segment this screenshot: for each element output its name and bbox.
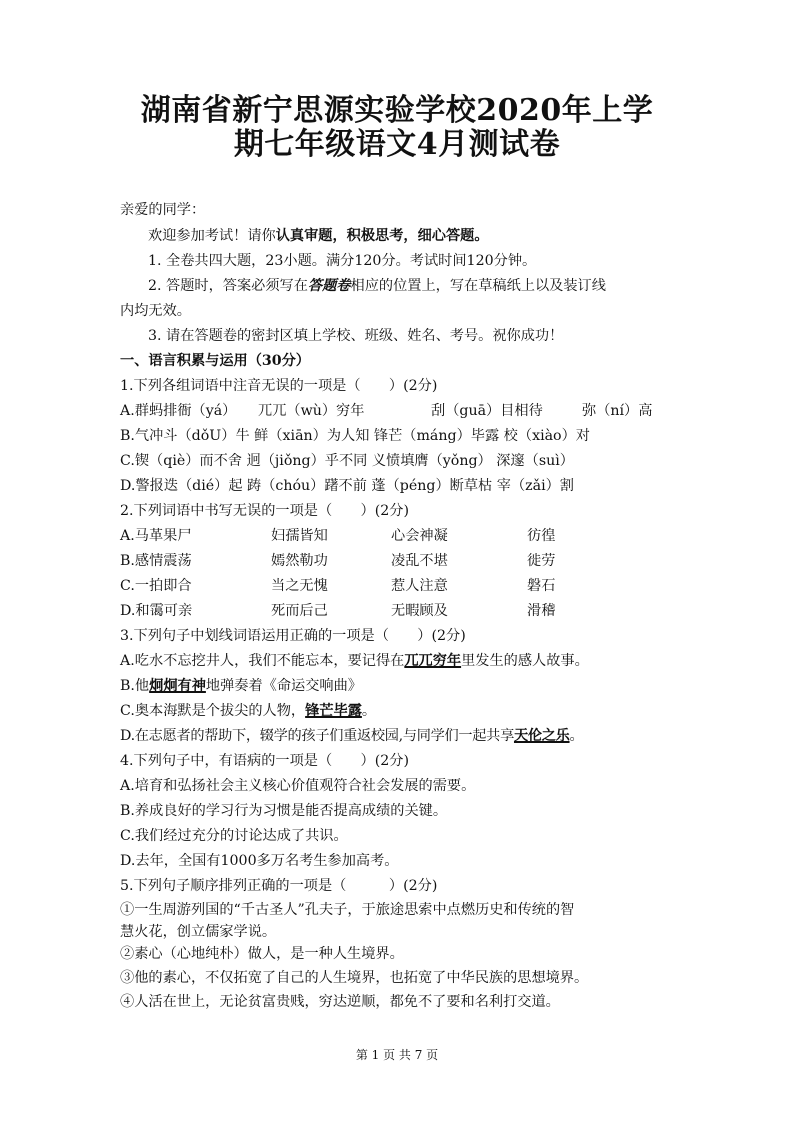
page-title-line-2: 期七年级语文4月测试卷 bbox=[233, 127, 561, 162]
q4-option-b: B.养成良好的学习行为习惯是能否提高成绩的关键。 bbox=[120, 803, 448, 819]
q3-option-b bbox=[120, 676, 362, 696]
rule-2-a: 2. 答题时，答案必须写在 bbox=[148, 278, 308, 294]
q3-c-underlined: 锋芒毕露 bbox=[305, 703, 362, 719]
rule-2-cont: 内均无效。 bbox=[120, 303, 191, 319]
q5-sentence-4: ④人活在世上，无论贫富贵贱，穷达逆顺，都免不了要和名利打交道。 bbox=[120, 994, 560, 1010]
q3-stem: 3.下列句子中划线词语运用正确的一项是（ ）(2分) bbox=[120, 628, 466, 644]
q3-a-post: 里发生的感人故事。 bbox=[461, 653, 589, 669]
q1-option-d: D.警报迭（dié）起 踌（chóu）躇不前 蓬（péng）断草枯 宰（zǎi）割 bbox=[120, 478, 574, 494]
q5-sentence-1a: ①一生周游列国的“千古圣人”孔夫子，于旅途思索中点燃历史和传统的智 bbox=[120, 902, 575, 918]
q3-option-d bbox=[120, 726, 583, 746]
q3-b-post: 地弹奏着《命运交响曲》 bbox=[205, 678, 362, 694]
q2-b-1: B.感情震荡 bbox=[120, 553, 192, 569]
q5-sentence-2: ②素心（心地纯朴）做人，是一种人生境界。 bbox=[120, 946, 404, 962]
welcome-text bbox=[148, 226, 489, 246]
q2-d-3: 无暇顾及 bbox=[391, 603, 448, 619]
q3-d-underlined: 天伦之乐 bbox=[513, 728, 570, 744]
q2-d-4: 滑稽 bbox=[527, 603, 556, 619]
q1-option-a-3: 刮（guā）目相待 bbox=[431, 403, 543, 419]
rule-3: 3. 请在答题卷的密封区填上学校、班级、姓名、考号。祝你成功！ bbox=[148, 328, 564, 344]
q1-option-b: B.气冲斗（dǒU）牛 鲜（xiān）为人知 锋芒（máng）毕露 校（xiào）对 bbox=[120, 428, 590, 444]
q2-b-2: 嫣然勒功 bbox=[271, 553, 328, 569]
page-title-line-1: 湖南省新宁思源实验学校2020年上学 bbox=[140, 93, 654, 128]
q2-c-4: 磐石 bbox=[527, 578, 556, 594]
q2-c-3: 惹人注意 bbox=[391, 578, 448, 594]
q3-c-post: 。 bbox=[361, 703, 377, 719]
q2-a-4: 彷徨 bbox=[527, 528, 556, 544]
q3-a-underlined: 兀兀穷年 bbox=[404, 653, 462, 669]
q3-b-pre: B.他 bbox=[120, 678, 150, 694]
q2-b-4: 徙劳 bbox=[527, 553, 556, 569]
q1-option-a-4: 弥（ní）高 bbox=[582, 403, 653, 419]
q4-option-c: C.我们经过充分的讨论达成了共识。 bbox=[120, 828, 348, 844]
welcome-bold: 认真审题，积极思考，细心答题。 bbox=[275, 228, 489, 244]
rule-1: 1. 全卷共四大题，23小题。满分120分。考试时间120分钟。 bbox=[148, 253, 537, 269]
q2-a-2: 妇孺皆知 bbox=[271, 528, 328, 544]
q3-b-underlined: 炯炯有神 bbox=[149, 678, 206, 694]
q5-stem: 5.下列句子顺序排列正确的一项是（ ）(2分) bbox=[120, 878, 438, 894]
q4-option-d: D.去年，全国有1000多万名考生参加高考。 bbox=[120, 853, 399, 869]
welcome-prefix: 欢迎参加考试！请你 bbox=[148, 228, 276, 244]
q1-stem: 1.下列各组词语中注音无误的一项是（ ）(2分) bbox=[120, 378, 438, 394]
q3-d-post: 。 bbox=[569, 728, 584, 744]
q2-c-1: C.一拍即合 bbox=[120, 578, 192, 594]
section-heading: 一、语言积累与运用（30分） bbox=[120, 353, 310, 369]
q5-sentence-1b: 慧火花，创立儒家学说。 bbox=[120, 924, 277, 940]
q2-d-1: D.和霭可亲 bbox=[120, 603, 193, 619]
q4-option-a: A.培育和弘扬社会主义核心价值观符合社会发展的需要。 bbox=[120, 778, 476, 794]
q2-d-2: 死而后己 bbox=[271, 603, 328, 619]
rule-2 bbox=[148, 276, 606, 296]
q2-stem: 2.下列词语中书写无误的一项是（ ）(2分) bbox=[120, 503, 410, 519]
q5-sentence-3: ③他的素心，不仅拓宽了自己的人生境界，也拓宽了中华民族的思想境界。 bbox=[120, 970, 589, 986]
rule-2-b: 相应的位置上，写在草稿纸上以及装订线 bbox=[350, 278, 606, 294]
q2-c-2: 当之无愧 bbox=[271, 578, 328, 594]
greeting: 亲爱的同学： bbox=[120, 202, 206, 218]
q1-option-a-2: 兀兀（wù）穷年 bbox=[258, 403, 365, 419]
rule-2-bold: 答题卷 bbox=[307, 278, 351, 294]
q3-a-pre: A.吃水不忘挖井人，我们不能忘本，要记得在 bbox=[120, 653, 405, 669]
q3-option-c bbox=[120, 701, 376, 721]
page-footer: 第 1 页 共 7 页 bbox=[355, 1048, 439, 1062]
q1-option-c: C.锲（qiè）而不舍 迥（jiǒng）乎不同 义愤填膺（yǒng） 深邃（suì） bbox=[120, 453, 574, 469]
q2-a-3: 心会神凝 bbox=[391, 528, 448, 544]
q3-d-pre: D.在志愿者的帮助下，辍学的孩子们重返校园,与同学们一起共享 bbox=[120, 728, 514, 744]
q1-option-a-1: A.群蚂排衙（yá） bbox=[120, 403, 237, 419]
q2-b-3: 凌乱不堪 bbox=[391, 553, 448, 569]
q2-a-1: A.马革果尸 bbox=[120, 528, 192, 544]
q4-stem: 4.下列句子中，有语病的一项是（ ）(2分) bbox=[120, 753, 410, 769]
q3-option-a bbox=[120, 651, 589, 671]
q3-c-pre: C.奥本海默是个拔尖的人物， bbox=[120, 703, 306, 719]
